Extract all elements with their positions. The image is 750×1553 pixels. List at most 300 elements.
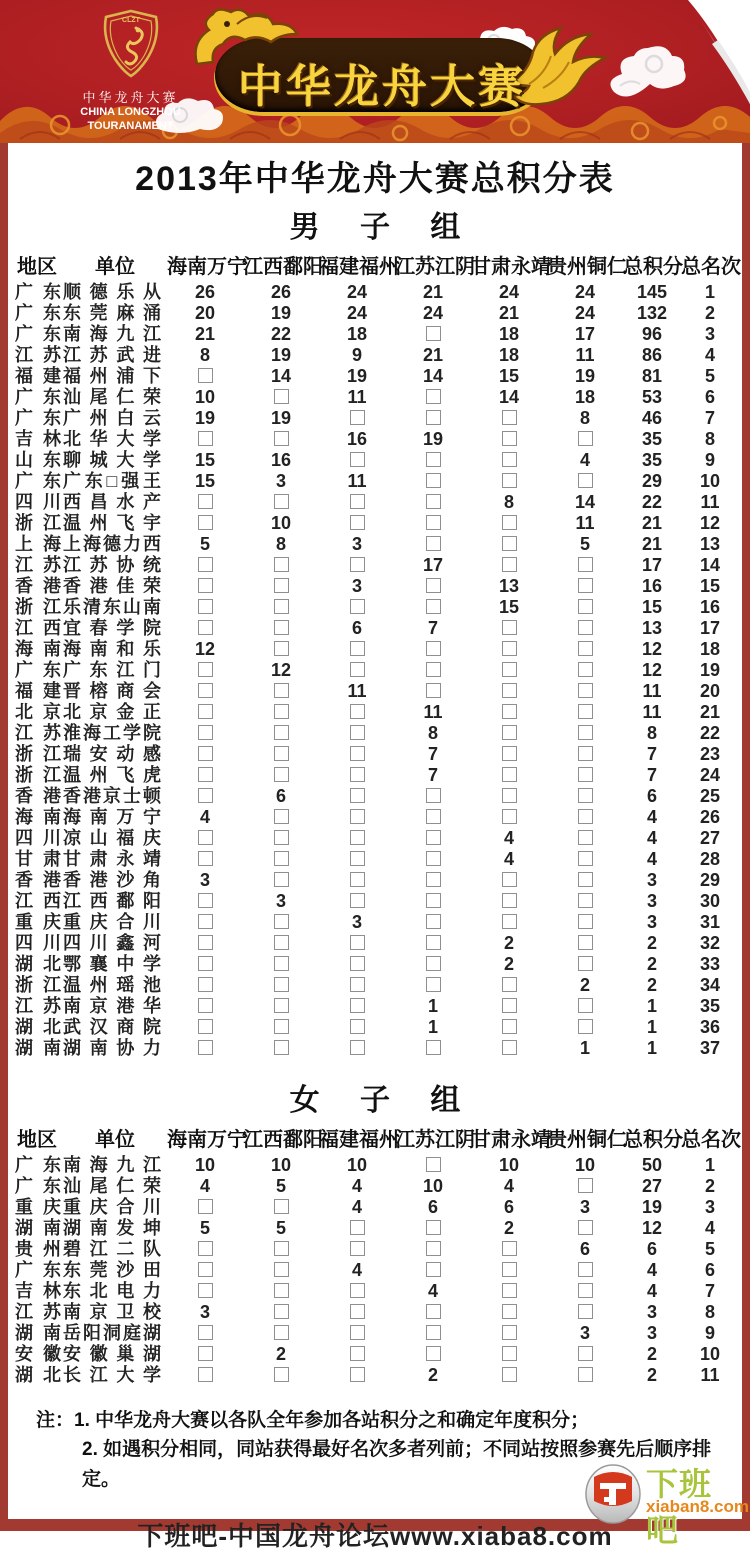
empty-box-icon [426,935,441,950]
score-cell-empty [319,933,395,954]
empty-box-icon [426,1262,441,1277]
score-cell: 11 [347,471,367,491]
score-cell-empty [471,1239,547,1260]
region-cell: 浙江 [15,597,61,617]
empty-box-icon [502,1283,517,1298]
empty-box-icon [502,620,517,635]
score-cell-empty [319,1323,395,1344]
score-cell-empty [471,723,547,744]
rank-cell: 24 [699,765,721,785]
score-cell-empty [243,1281,319,1302]
score-cell-empty [547,429,623,450]
score-cell: 22 [270,324,292,344]
empty-box-icon [198,725,213,740]
rank-cell: 16 [699,597,721,617]
empty-box-icon [350,830,365,845]
empty-box-icon [426,683,441,698]
score-cell: 10 [574,1155,596,1175]
empty-box-icon [502,536,517,551]
unit-cell: 香港佳荣 [63,576,161,596]
region-cell: 重庆 [15,912,61,932]
empty-box-icon [502,998,517,1013]
empty-box-icon [274,872,289,887]
rank-cell: 26 [699,807,721,827]
score-cell-empty [547,933,623,954]
empty-box-icon [426,599,441,614]
table-row [11,723,739,744]
score-cell-empty [471,681,547,702]
score-cell-empty [547,849,623,870]
empty-box-icon [578,830,593,845]
score-cell: 4 [351,1197,362,1217]
total-points-cell: 2 [646,954,657,974]
empty-box-icon [274,1367,289,1382]
score-cell-empty [395,807,471,828]
empty-box-icon [198,893,213,908]
empty-box-icon [502,662,517,677]
region-cell: 贵州 [15,1239,61,1259]
unit-cell: 广东□强王 [63,471,161,491]
footnote-line2: 2. 如遇积分相同，同站获得最好名次多者列前；不同站按照参赛先后顺序排定。 [82,1439,712,1490]
unit-cell: 西昌水产 [63,492,161,512]
score-cell: 11 [347,681,367,701]
score-cell-empty [547,681,623,702]
empty-box-icon [578,809,593,824]
score-cell-empty [471,1323,547,1344]
score-cell-empty [243,744,319,765]
score-cell-empty [319,975,395,996]
empty-box-icon [198,1283,213,1298]
column-header-overall-rank: 总名次 [681,1129,741,1151]
empty-box-icon [274,851,289,866]
rank-cell: 8 [704,1302,715,1322]
rank-cell: 1 [704,1155,715,1175]
score-cell-empty [319,954,395,975]
region-cell: 湖南 [15,1218,61,1238]
total-points-cell: 21 [641,513,663,533]
score-cell-empty [395,471,471,492]
empty-box-icon [198,746,213,761]
score-cell: 8 [275,534,286,554]
total-points-cell: 12 [641,1218,663,1238]
score-cell: 4 [427,1281,438,1301]
score-cell-empty [243,1323,319,1344]
empty-box-icon [198,368,213,383]
region-cell: 浙江 [15,744,61,764]
total-points-cell: 53 [641,387,663,407]
empty-box-icon [198,956,213,971]
score-cell-empty [395,387,471,408]
score-cell-empty [167,912,243,933]
table-row [11,1365,739,1386]
table-row [11,975,739,996]
empty-box-icon [426,452,441,467]
empty-box-icon [502,515,517,530]
empty-box-icon [198,1241,213,1256]
score-cell-empty [547,576,623,597]
empty-box-icon [426,662,441,677]
table-row [11,786,739,807]
table-row [11,345,739,366]
score-cell-empty [471,429,547,450]
empty-box-icon [350,1040,365,1055]
score-cell-empty [471,1365,547,1386]
unit-cell: 瑞安动感 [63,744,161,764]
empty-box-icon [198,599,213,614]
table-row [11,450,739,471]
score-cell: 17 [422,555,444,575]
score-cell-empty [395,891,471,912]
table-row [11,828,739,849]
unit-cell: 重庆合川 [63,912,161,932]
score-cell-empty [319,1281,395,1302]
score-cell: 8 [427,723,438,743]
score-cell-empty [395,1344,471,1365]
score-cell-empty [243,807,319,828]
column-header-gansu-yongjing: 甘肃永靖 [471,1129,551,1151]
score-cell: 6 [427,1197,438,1217]
total-points-cell: 11 [642,681,662,701]
total-points-cell: 7 [646,744,657,764]
forum-footer-text: 下班吧-中国龙舟论坛www.xiaba8.com [137,1521,613,1552]
rank-cell: 19 [699,660,721,680]
rank-cell: 17 [699,618,721,638]
score-cell: 12 [270,660,292,680]
column-header-jiangxi-poyang: 江西鄱阳 [243,1129,323,1151]
score-cell-empty [395,408,471,429]
empty-box-icon [502,1367,517,1382]
score-cell: 10 [194,387,216,407]
score-cell-empty [243,1302,319,1323]
region-cell: 广东 [15,1260,61,1280]
empty-box-icon [502,431,517,446]
empty-box-icon [274,1040,289,1055]
empty-box-icon [426,641,441,656]
score-cell: 17 [574,324,596,344]
score-cell: 8 [503,492,514,512]
table-row [11,1155,739,1176]
total-points-cell: 15 [641,597,663,617]
unit-cell: 武汉商院 [63,1017,161,1037]
score-cell: 13 [498,576,520,596]
score-cell-empty [395,450,471,471]
region-cell: 山东 [15,450,61,470]
score-cell-empty [167,996,243,1017]
score-cell: 3 [199,870,210,890]
total-points-cell: 145 [636,282,668,302]
score-cell: 12 [194,639,216,659]
score-cell: 5 [579,534,590,554]
score-cell-empty [471,618,547,639]
empty-box-icon [502,704,517,719]
empty-box-icon [198,977,213,992]
table-row [11,1344,739,1365]
empty-box-icon [198,557,213,572]
women-table-body [11,1155,739,1386]
total-points-cell: 3 [646,891,657,911]
score-cell-empty [547,807,623,828]
table-row [11,891,739,912]
poster-header [0,0,750,143]
score-cell-empty [471,975,547,996]
score-cell-empty [547,639,623,660]
score-cell-empty [471,744,547,765]
total-points-cell: 1 [646,1017,657,1037]
empty-box-icon [426,494,441,509]
men-standings-table [11,248,739,1059]
score-cell-empty [243,429,319,450]
unit-cell: 温州飞虎 [63,765,161,785]
score-cell-empty [167,933,243,954]
score-cell-empty [395,1155,471,1176]
empty-box-icon [578,683,593,698]
region-cell: 浙江 [15,975,61,995]
empty-box-icon [350,767,365,782]
score-cell-empty [167,429,243,450]
region-cell: 广东 [15,1176,61,1196]
empty-box-icon [274,767,289,782]
score-cell-empty [243,639,319,660]
score-cell: 14 [422,366,444,386]
rank-cell: 36 [699,1017,721,1037]
score-cell-empty [243,1017,319,1038]
column-header-guizhou-tongren: 贵州铜仁 [547,1129,627,1151]
score-cell-empty [319,996,395,1017]
empty-box-icon [502,557,517,572]
column-header-hainan-wanning: 海南万宁 [167,256,247,278]
score-cell-empty [319,849,395,870]
column-header-jiangxi-poyang: 江西鄱阳 [243,256,323,278]
score-cell-empty [243,702,319,723]
empty-box-icon [274,830,289,845]
score-cell-empty [395,1218,471,1239]
score-cell-empty [547,1281,623,1302]
score-cell: 8 [199,345,210,365]
empty-box-icon [578,956,593,971]
score-cell: 11 [347,387,367,407]
empty-box-icon [502,746,517,761]
unit-cell: 重庆合川 [63,1197,161,1217]
empty-box-icon [274,431,289,446]
region-cell: 广东 [15,408,61,428]
unit-cell: 四川鑫河 [63,933,161,953]
score-cell-empty [167,576,243,597]
empty-box-icon [198,431,213,446]
rank-cell: 4 [704,1218,715,1238]
score-cell: 5 [199,534,210,554]
empty-box-icon [274,1199,289,1214]
score-cell-empty [243,849,319,870]
empty-box-icon [502,788,517,803]
total-points-cell: 2 [646,1365,657,1385]
table-row [11,597,739,618]
empty-box-icon [350,998,365,1013]
unit-cell: 鄂襄中学 [63,954,161,974]
score-cell-empty [471,807,547,828]
table-row [11,471,739,492]
table-row [11,765,739,786]
table-row [11,492,739,513]
rank-cell: 31 [699,912,721,932]
page-title: 2013年中华龙舟大赛总积分表 [135,160,615,198]
empty-box-icon [198,578,213,593]
score-cell-empty [243,828,319,849]
score-cell: 19 [270,345,292,365]
score-cell-empty [395,639,471,660]
table-row [11,1323,739,1344]
score-cell-empty [395,1239,471,1260]
women-header-row [11,1121,739,1155]
score-cell-empty [395,513,471,534]
score-cell-empty [319,870,395,891]
column-header-gansu-yongjing: 甘肃永靖 [471,256,551,278]
table-row [11,408,739,429]
empty-box-icon [578,851,593,866]
score-cell: 21 [498,303,520,323]
table-row [11,1239,739,1260]
score-cell: 19 [270,408,292,428]
empty-box-icon [350,977,365,992]
score-cell-empty [471,786,547,807]
empty-box-icon [578,725,593,740]
empty-box-icon [274,683,289,698]
score-cell: 3 [579,1197,590,1217]
empty-box-icon [274,1325,289,1340]
score-cell-empty [471,471,547,492]
empty-box-icon [426,1220,441,1235]
score-cell: 11 [423,702,443,722]
score-cell: 10 [270,513,292,533]
table-row [11,744,739,765]
empty-box-icon [426,1304,441,1319]
total-points-cell: 46 [641,408,663,428]
empty-box-icon [350,515,365,530]
table-row [11,1218,739,1239]
empty-box-icon [274,935,289,950]
rank-cell: 13 [699,534,721,554]
score-cell-empty [395,1038,471,1059]
empty-box-icon [350,599,365,614]
empty-box-icon [350,725,365,740]
score-cell: 18 [346,324,368,344]
empty-box-icon [274,956,289,971]
rank-cell: 25 [699,786,721,806]
empty-box-icon [350,1019,365,1034]
score-cell: 7 [427,744,438,764]
score-cell-empty [547,597,623,618]
empty-box-icon [578,704,593,719]
table-row [11,303,739,324]
unit-cell: 乐清东山南 [63,597,161,617]
score-cell-empty [319,807,395,828]
score-cell: 20 [194,303,216,323]
score-cell-empty [167,765,243,786]
score-cell-empty [547,660,623,681]
empty-box-icon [350,956,365,971]
score-cell: 19 [346,366,368,386]
empty-box-icon [578,746,593,761]
score-cell-empty [395,660,471,681]
score-cell-empty [547,1176,623,1197]
region-cell: 江西 [15,891,61,911]
rank-cell: 23 [699,744,721,764]
empty-box-icon [350,788,365,803]
empty-box-icon [198,1019,213,1034]
score-cell-empty [547,555,623,576]
score-cell: 15 [498,366,520,386]
score-cell: 4 [351,1176,362,1196]
empty-box-icon [198,914,213,929]
region-cell: 吉林 [15,1281,61,1301]
score-cell: 2 [503,954,514,974]
total-points-cell: 12 [641,639,663,659]
score-cell: 10 [270,1155,292,1175]
score-cell-empty [167,681,243,702]
score-cell-empty [319,1344,395,1365]
empty-box-icon [426,872,441,887]
empty-box-icon [578,788,593,803]
table-row [11,870,739,891]
empty-box-icon [198,1325,213,1340]
rank-cell: 22 [699,723,721,743]
empty-box-icon [502,914,517,929]
empty-box-icon [502,1241,517,1256]
empty-box-icon [578,1304,593,1319]
empty-box-icon [578,662,593,677]
column-header-unit: 单位 [95,256,135,278]
score-cell-empty [243,933,319,954]
region-cell: 江苏 [15,345,61,365]
column-header-fujian-fuzhou: 福建福州 [319,1129,399,1151]
score-cell-empty [471,555,547,576]
empty-box-icon [578,578,593,593]
score-cell-empty [243,1365,319,1386]
xiaban8-logo [584,1459,749,1548]
table-row [11,1038,739,1059]
unit-cell: 东莞麻涌 [63,303,161,323]
empty-box-icon [426,326,441,341]
empty-box-icon [426,389,441,404]
rank-cell: 9 [704,1323,715,1343]
score-cell-empty [395,828,471,849]
total-points-cell: 21 [641,534,663,554]
table-row [11,912,739,933]
score-cell-empty [547,870,623,891]
score-cell: 3 [351,576,362,596]
empty-box-icon [502,452,517,467]
score-cell-empty [547,786,623,807]
score-cell-empty [395,954,471,975]
score-cell: 6 [503,1197,514,1217]
score-cell-empty [319,891,395,912]
table-row [11,1302,739,1323]
table-row [11,1017,739,1038]
empty-box-icon [350,641,365,656]
score-cell-empty [243,618,319,639]
score-cell: 19 [270,303,292,323]
region-cell: 甘肃 [15,849,61,869]
region-cell: 香港 [15,786,61,806]
column-header-unit: 单位 [95,1129,135,1151]
column-header-region: 地区 [17,1129,57,1151]
total-points-cell: 81 [641,366,663,386]
rank-cell: 35 [699,996,721,1016]
score-cell: 24 [346,282,368,302]
empty-box-icon [502,872,517,887]
unit-cell: 宜春学院 [63,618,161,638]
score-cell-empty [319,765,395,786]
score-cell-empty [243,912,319,933]
